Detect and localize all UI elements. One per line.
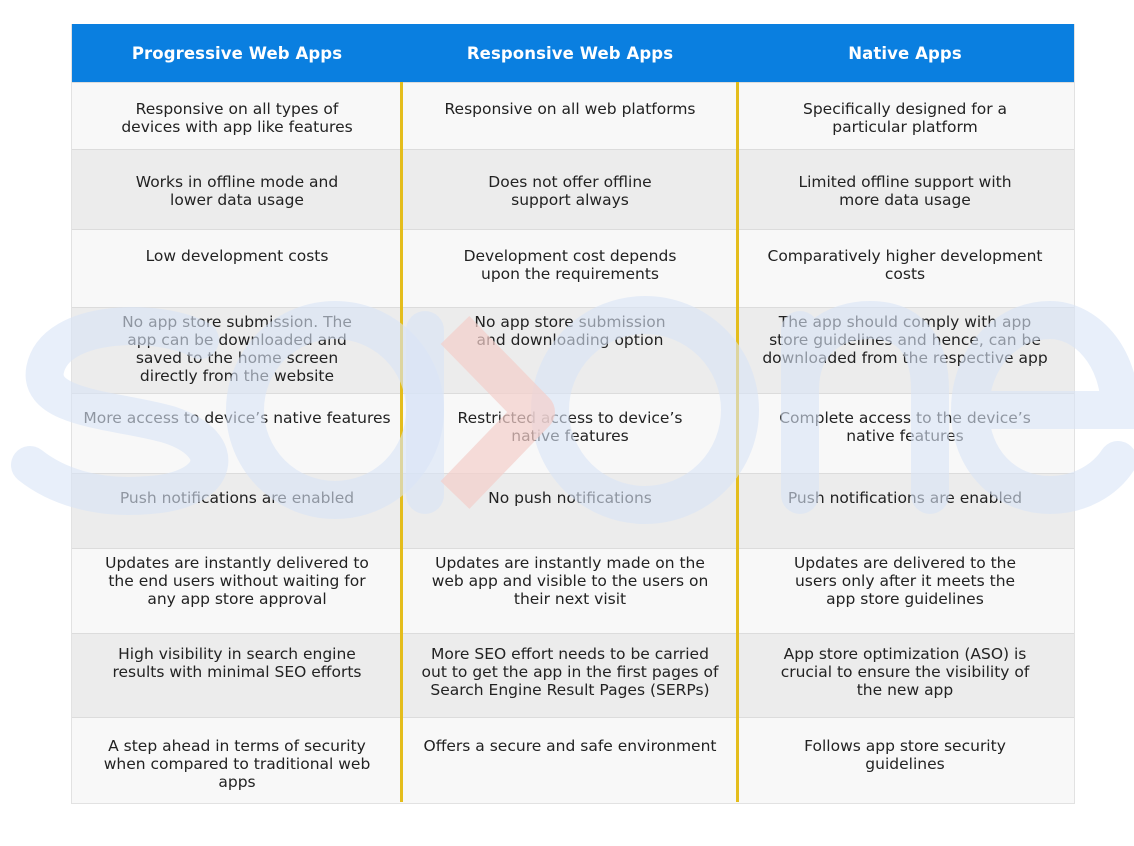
table-row	[72, 393, 1074, 473]
table-cell: App store optimization (ASO) is crucial to ensure the visibility of the new app	[780, 645, 1030, 699]
table-cell: Does not offer offline support always	[488, 173, 652, 209]
table-cell: Complete access to the device’s native features	[779, 409, 1031, 445]
column-divider	[400, 82, 403, 802]
column-divider	[736, 82, 739, 802]
table-cell: Works in offline mode and lower data usage	[135, 173, 339, 209]
table-cell: No app store submission. The app can be downloaded and saved to the home screen directly from the website	[122, 313, 352, 385]
table-cell: Updates are instantly made on the web app and visible to the users on their next visit	[431, 554, 709, 608]
table-row	[72, 307, 1074, 393]
table-cell: No app store submission and downloading option	[474, 313, 666, 349]
table-cell: Limited offline support with more data usage	[798, 173, 1012, 209]
table-cell: The app should comply with app store guidelines and hence, can be downloaded from the respective app	[762, 313, 1048, 367]
table-cell: No push notifications	[488, 489, 652, 507]
table-cell: Comparatively higher development costs	[767, 247, 1043, 283]
table-row	[72, 548, 1074, 633]
table-row	[72, 82, 1074, 149]
table-cell: Updates are instantly delivered to the end users without waiting for any app store approval	[105, 554, 369, 608]
table-cell: Responsive on all web platforms	[444, 100, 696, 118]
table-cell: Follows app store security guidelines	[804, 737, 1006, 773]
table-cell: More access to device’s native features	[83, 409, 391, 427]
table-cell: More SEO effort needs to be carried out to get the app in the first pages of Search Engine Result Pages (SERPs)	[421, 645, 719, 699]
table-cell: Responsive on all types of devices with app like features	[121, 100, 353, 136]
table-cell: Push notifications are enabled	[787, 489, 1023, 507]
table-row	[72, 717, 1074, 803]
table-header	[72, 24, 1074, 82]
table-cell: Specifically designed for a particular platform	[803, 100, 1007, 136]
table-cell: Restricted access to device’s native features	[457, 409, 683, 445]
header-native-apps: Native Apps	[848, 43, 962, 63]
table-row	[72, 229, 1074, 307]
table-row	[72, 473, 1074, 548]
table-cell: High visibility in search engine results with minimal SEO efforts	[112, 645, 362, 681]
table-cell: Low development costs	[145, 247, 329, 265]
comparison-table	[71, 24, 1075, 804]
header-progressive-web-apps: Progressive Web Apps	[131, 43, 343, 63]
header-responsive-web-apps: Responsive Web Apps	[466, 43, 674, 63]
table-row	[72, 633, 1074, 717]
table-cell: Development cost depends upon the requirements	[463, 247, 677, 283]
table-cell: A step ahead in terms of security when compared to traditional web apps	[103, 737, 371, 791]
table-cell: Updates are delivered to the users only after it meets the app store guidelines	[793, 554, 1017, 608]
table-row	[72, 149, 1074, 229]
table-cell: Push notifications are enabled	[119, 489, 355, 507]
table-cell: Offers a secure and safe environment	[423, 737, 717, 755]
